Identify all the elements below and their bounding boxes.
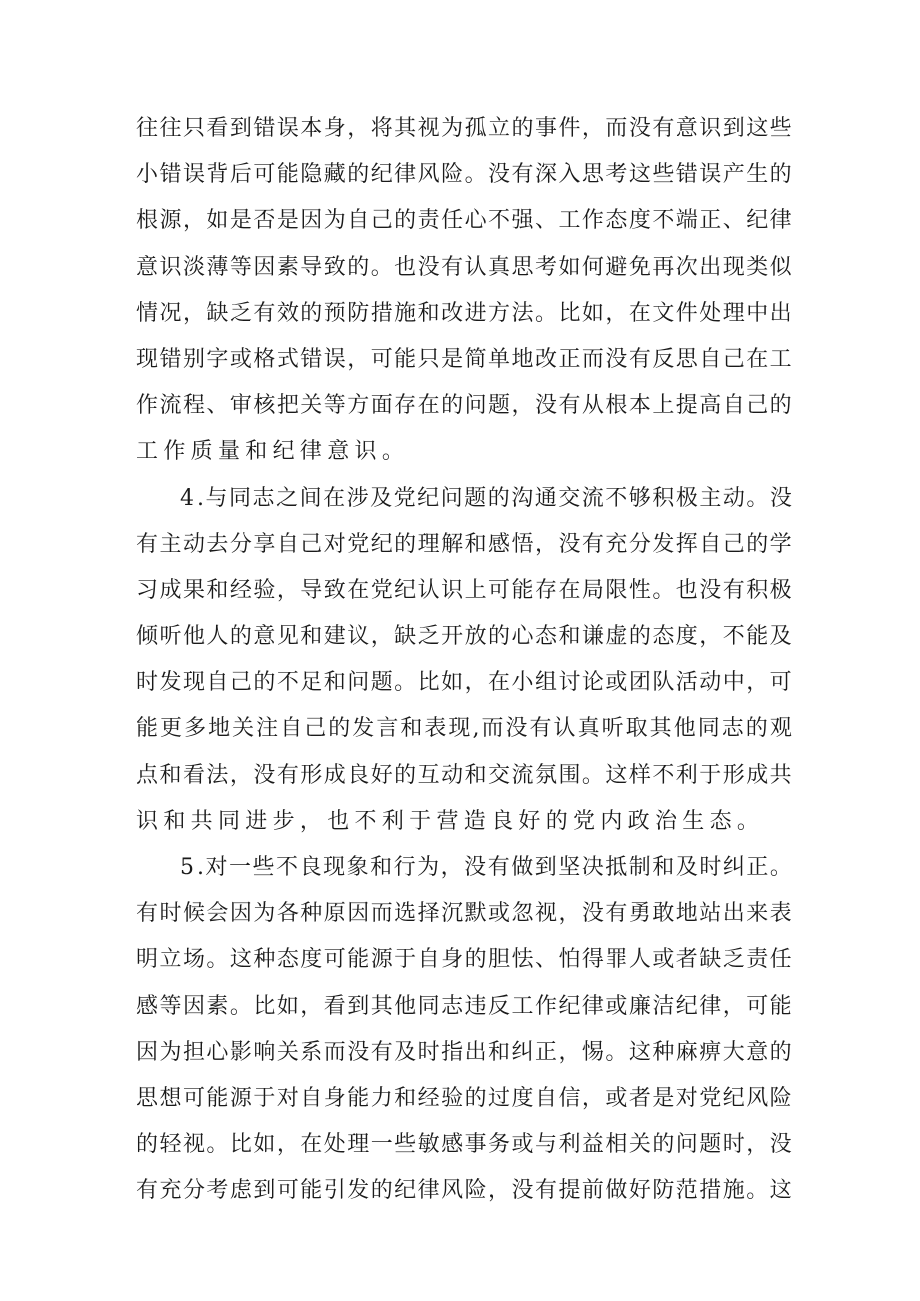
paragraph-line: 习 成 果 和 经 验 ， 导 致 在 党 纪 认 识 上 可 能 存 在 局 限 性 。 也 没 有 积 极: [136, 577, 792, 603]
paragraph-line: 明 立 场 。 这 种 态 度 可 能 源 于 自 身 的 胆 怯 、 怕 得 罪 人 或 者 缺 乏 责 任: [136, 947, 792, 973]
paragraph-line: 有 主 动 去 分 享 自 己 对 党 纪 的 理 解 和 感 悟 ， 没 有 充 分 发 挥 自 己 的 学: [136, 531, 792, 557]
paragraph-line: 情 况 ， 缺 乏 有 效 的 预 防 措 施 和 改 进 方 法 。 比 如 ， 在 文 件 处 理 中 出: [136, 300, 792, 326]
paragraph-line: 4 . 与 同 志 之 间 在 涉 及 党 纪 问 题 的 沟 通 交 流 不 够 积 极 主 动 。 没: [180, 485, 792, 511]
paragraph-line: 工 作 质 量 和 纪 律 意 识 。: [136, 439, 404, 465]
paragraph-line: 感 等 因 素 。 比 如 ， 看 到 其 他 同 志 违 反 工 作 纪 律 或 廉 洁 纪 律 ， 可 能: [136, 993, 792, 1019]
paragraph-line: 点 和 看 法 ， 没 有 形 成 良 好 的 互 动 和 交 流 氛 围 。 这 样 不 利 于 形 成 共: [136, 762, 792, 788]
paragraph-line: 时 发 现 自 己 的 不 足 和 问 题 。 比 如 ， 在 小 组 讨 论 或 团 队 活 动 中 ， 可: [136, 670, 792, 696]
paragraph-line: 识 和 共 同 进 步 ， 也 不 利 于 营 造 良 好 的 党 内 政 治 生 态 。: [136, 808, 759, 834]
paragraph-line: 往 往 只 看 到 错 误 本 身 ， 将 其 视 为 孤 立 的 事 件 ， 而 没 有 意 识 到 这 些: [136, 116, 792, 141]
paragraph-line: 思 想 可 能 源 于 对 自 身 能 力 和 经 验 的 过 度 自 信 ， 或 者 是 对 党 纪 风 险: [136, 1085, 792, 1111]
paragraph-line: 能 更 多 地 关 注 自 己 的 发 言 和 表 现 , 而 没 有 认 真 听 取 其 他 同 志 的 观: [136, 716, 792, 742]
paragraph-line: 现 错 别 字 或 格 式 错 误 ， 可 能 只 是 简 单 地 改 正 而 没 有 反 思 自 己 在 工: [136, 346, 792, 372]
paragraph-line: 小 错 误 背 后 可 能 隐 藏 的 纪 律 风 险 。 没 有 深 入 思 考 这 些 错 误 产 生 的: [136, 162, 792, 188]
paragraph-line: 的 轻 视 。 比 如 ， 在 处 理 一 些 敏 感 事 务 或 与 利 益 相 关 的 问 题 时 ， 没: [136, 1132, 792, 1158]
document-body: [136, 106, 792, 1215]
paragraph: [136, 476, 792, 846]
paragraph: [136, 106, 792, 476]
paragraph-line: 有 时 候 会 因 为 各 种 原 因 而 选 择 沉 默 或 忽 视 ， 没 有 勇 敢 地 站 出 来 表: [136, 901, 792, 927]
paragraph-line: 意 识 淡 薄 等 因 素 导 致 的 。 也 没 有 认 真 思 考 如 何 避 免 再 次 出 现 类 似: [136, 254, 792, 280]
paragraph-line: 5 . 对 一 些 不 良 现 象 和 行 为 ， 没 有 做 到 坚 决 抵 制 和 及 时 纠 正 。: [180, 855, 792, 880]
paragraph-line: 因 为 担 心 影 响 关 系 而 没 有 及 时 指 出 和 纠 正 ， 惕 。 这 种 麻 痹 大 意 的: [136, 1039, 792, 1065]
paragraph-line: 有 充 分 考 虑 到 可 能 引 发 的 纪 律 风 险 ， 没 有 提 前 做 好 防 范 措 施 。 这: [136, 1178, 792, 1204]
paragraph-line: 倾 听 他 人 的 意 见 和 建 议 ， 缺 乏 开 放 的 心 态 和 谦 虚 的 态 度 ， 不 能 及: [136, 624, 792, 650]
paragraph-line: 根 源 ， 如 是 否 是 因 为 自 己 的 责 任 心 不 强 、 工 作 态 度 不 端 正 、 纪 律: [136, 208, 792, 234]
paragraph-line: 作 流 程 、 审 核 把 关 等 方 面 存 在 的 问 题 ， 没 有 从 根 本 上 提 高 自 己 的: [136, 393, 792, 419]
paragraph: [136, 845, 792, 1215]
